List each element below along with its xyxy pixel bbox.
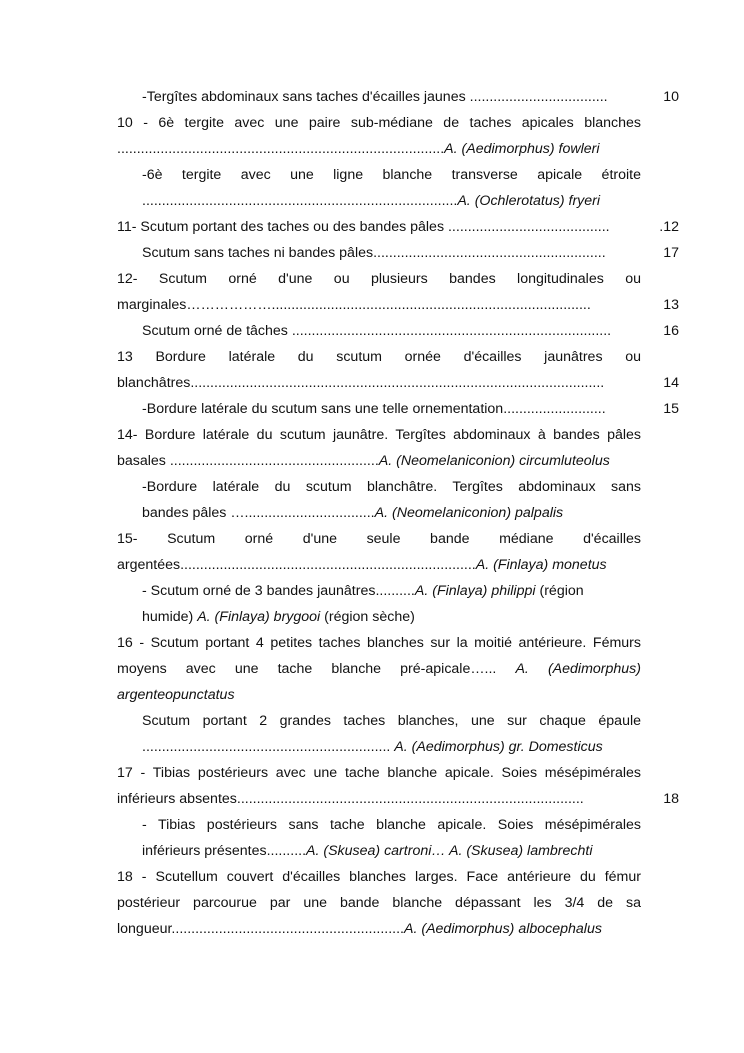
key-line: argentées...........................................................................A. (Finlaya) monetus (117, 557, 607, 573)
key-line: 11- Scutum portant des taches ou des bandes pâles ......................................... (117, 219, 610, 235)
key-line: bandes pâles ….................................A. (Neomelaniconion) palpalis (142, 505, 564, 521)
key-line: 13 Bordure latérale du scutum ornée d'écailles jaunâtres ou (117, 349, 641, 365)
key-line: 16 - Scutum portant 4 petites taches blanches sur la moitié antérieure. Fémurs (117, 635, 641, 651)
key-line: 14- Bordure latérale du scutum jaunâtre. Tergîtes abdominaux à bandes pâles (117, 427, 641, 443)
key-line: marginales………………................................................................................. (117, 297, 591, 313)
couplet-ref: 14 (663, 375, 679, 391)
species-name: A. (Aedimorphus) albocephalus (404, 921, 602, 937)
key-line: ............................................................... A. (Aedimorphus) gr. Domesticus (142, 739, 603, 755)
key-line: 17 - Tibias postérieurs avec une tache blanche apicale. Soies mésépimérales (117, 765, 641, 781)
key-line: moyens avec une tache blanche pré-apicale…... A. (Aedimorphus) (117, 661, 641, 677)
couplet-ref: 18 (663, 791, 679, 807)
species-name: A. (Aedimorphus) fowleri (444, 141, 600, 157)
couplet-ref: 16 (663, 323, 679, 339)
key-line: postérieur parcourue par une bande blanche dépassant les 3/4 de sa (117, 895, 641, 911)
couplet-ref: .12 (659, 219, 679, 235)
key-line: Scutum portant 2 grandes taches blanches, une sur chaque épaule (142, 713, 641, 729)
species-name: A. (Neomelaniconion) circumluteolus (378, 453, 610, 469)
key-line: ...................................................................................A. (Aedimorphus) fowleri (117, 141, 600, 157)
key-line: 18 - Scutellum couvert d'écailles blanches larges. Face antérieure du fémur (117, 869, 641, 885)
key-line: ................................................................................A. (Ochlerotatus) fryeri (142, 193, 601, 209)
species-name: A. (Finlaya) monetus (475, 557, 607, 573)
species-name: A. (Ochlerotatus) fryeri (457, 193, 601, 209)
species-name: A. (Skusea) cartroni… A. (Skusea) lambrechti (306, 843, 593, 859)
key-line: -6è tergite avec une ligne blanche transverse apicale étroite (142, 167, 641, 183)
species-name: A. (Finlaya) brygooi (197, 609, 321, 625)
species-name: A. (Neomelaniconion) palpalis (374, 505, 564, 521)
key-line: -Bordure latérale du scutum sans une telle ornementation.......................... (142, 401, 606, 417)
species-name: A. (Aedimorphus) (515, 661, 641, 677)
key-line: -Bordure latérale du scutum blanchâtre. Tergîtes abdominaux sans (142, 479, 641, 495)
key-line (117, 686, 641, 704)
key-line: blanchâtres......................................................................................................... (117, 375, 605, 391)
species-name: argenteopunctatus (117, 687, 235, 703)
key-line: Scutum sans taches ni bandes pâles........................................................... (142, 245, 606, 261)
key-line: -Tergîtes abdominaux sans taches d'écailles jaunes ................................... (142, 89, 608, 105)
key-line: 12- Scutum orné d'une ou plusieurs bandes longitudinales ou (117, 271, 641, 287)
couplet-ref: 15 (663, 401, 679, 417)
couplet-ref: 17 (663, 245, 679, 261)
key-line: longueur...........................................................A. (Aedimorphus) albocephalus (117, 921, 602, 937)
key-line: - Scutum orné de 3 bandes jaunâtres..........A. (Finlaya) philippi (région (142, 583, 584, 599)
key-line: humide) A. (Finlaya) brygooi (région sèche) (142, 609, 415, 625)
key-line: inférieurs absentes........................................................................................ (117, 791, 584, 807)
key-line: 15- Scutum orné d'une seule bande médiane d'écailles (117, 531, 641, 547)
key-line: inférieurs présentes..........A. (Skusea) cartroni… A. (Skusea) lambrechti (142, 843, 593, 859)
key-line: - Tibias postérieurs sans tache blanche apicale. Soies mésépimérales (142, 817, 641, 833)
key-line: 10 - 6è tergite avec une paire sub-médiane de taches apicales blanches (117, 115, 641, 131)
couplet-ref: 10 (663, 89, 679, 105)
couplet-ref: 13 (663, 297, 679, 313)
key-line: Scutum orné de tâches ................................................................................. (142, 323, 612, 339)
key-line: basales .....................................................A. (Neomelaniconion) circumluteolus (117, 453, 610, 469)
species-name: A. (Finlaya) philippi (414, 583, 536, 599)
species-name: A. (Aedimorphus) gr. Domesticus (394, 739, 603, 755)
